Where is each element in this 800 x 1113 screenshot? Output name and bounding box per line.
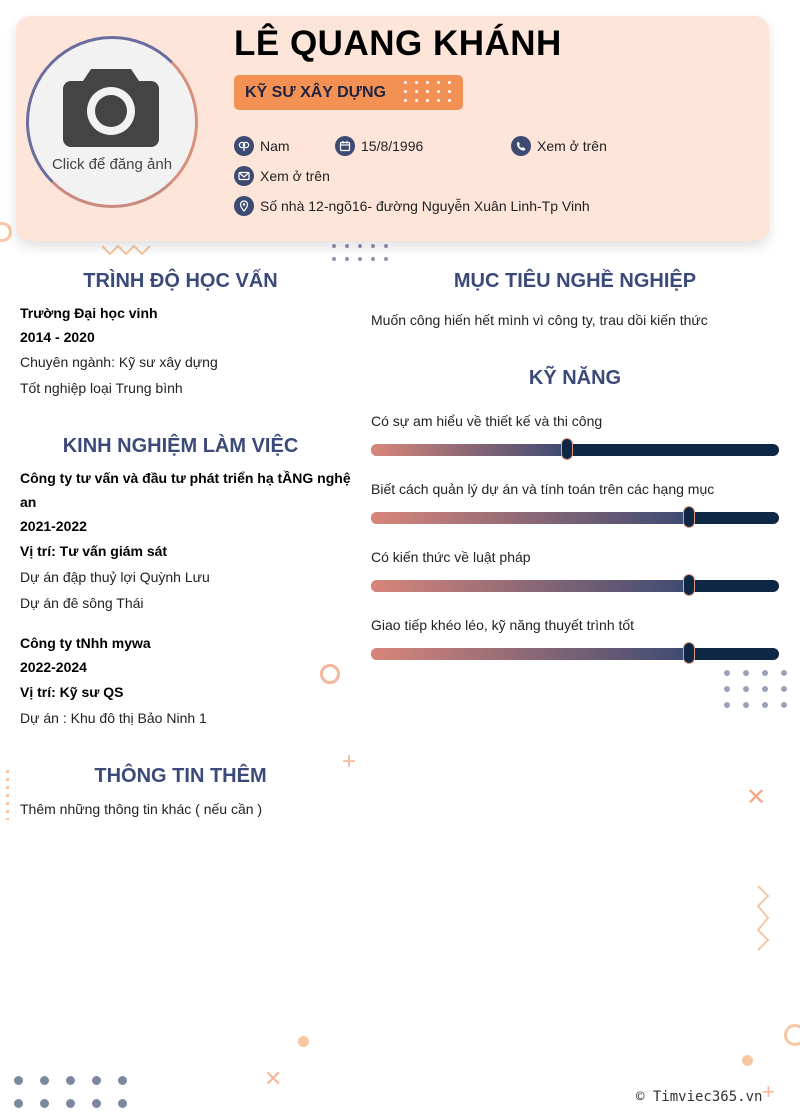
footer-copyright: © Timviec365.vn bbox=[636, 1089, 763, 1105]
education-title: TRÌNH ĐỘ HỌC VẤN bbox=[83, 270, 278, 292]
job-detail: Dự án : Khu đô thị Bảo Ninh 1 bbox=[20, 710, 207, 726]
skill-bar-handle[interactable] bbox=[683, 506, 695, 528]
skill-bar-handle[interactable] bbox=[683, 642, 695, 664]
extra-text: Thêm những thông tin khác ( nếu cần ) bbox=[20, 801, 263, 817]
skill-bar bbox=[371, 444, 779, 456]
email-value: Xem ở trên bbox=[260, 168, 330, 184]
avatar-upload[interactable] bbox=[26, 36, 198, 208]
job-company-cont: an bbox=[20, 494, 37, 510]
deco-x: ✕ bbox=[746, 784, 767, 811]
skill-bar-fill bbox=[371, 580, 689, 592]
education-grade: Tốt nghiệp loại Trung bình bbox=[20, 380, 183, 396]
job-title: KỸ SƯ XÂY DỰNG bbox=[245, 84, 386, 101]
email-row bbox=[234, 166, 330, 186]
skill-bar-handle[interactable] bbox=[683, 574, 695, 596]
objective-title: MỤC TIÊU NGHỀ NGHIỆP bbox=[453, 270, 697, 292]
job-company: Công ty tNhh mywa bbox=[20, 635, 151, 651]
mail-icon bbox=[234, 166, 254, 186]
education-period: 2014 - 2020 bbox=[20, 329, 95, 345]
deco-dots-vertical bbox=[6, 770, 9, 820]
education-major: Chuyên ngành: Kỹ sư xây dựng bbox=[20, 354, 218, 370]
phone-icon bbox=[511, 136, 531, 156]
job-company: Công ty tư vấn và đầu tư phát triển hạ tẦNG nghệ bbox=[20, 470, 351, 486]
deco-ring bbox=[0, 222, 12, 242]
deco-dot-grid bbox=[724, 670, 800, 708]
deco-dot-grid bbox=[14, 1076, 144, 1108]
deco-dot bbox=[298, 1036, 309, 1047]
skill-bar bbox=[371, 580, 779, 592]
candidate-name: LÊ QUANG KHÁNH bbox=[234, 24, 562, 63]
deco-ring bbox=[320, 664, 340, 684]
address-row bbox=[234, 196, 590, 216]
deco-plus: + bbox=[342, 748, 357, 775]
experience-title: KINH NGHIỆM LÀM VIỆC bbox=[62, 435, 299, 457]
birthday-row bbox=[335, 136, 423, 156]
avatar-caption: Click để đăng ảnh bbox=[51, 156, 173, 173]
skill-bar-fill bbox=[371, 444, 567, 456]
skill-bar-fill bbox=[371, 512, 689, 524]
skill-bar-fill bbox=[371, 648, 689, 660]
job-detail: Dự án đê sông Thái bbox=[20, 595, 144, 611]
extra-title: THÔNG TIN THÊM bbox=[94, 765, 267, 787]
deco-x: ✕ bbox=[264, 1066, 283, 1091]
skill-label: Biết cách quản lý dự án và tính toán trên các hạng mục bbox=[371, 481, 715, 497]
job-period: 2021-2022 bbox=[20, 518, 87, 534]
skill-bar bbox=[371, 512, 779, 524]
location-pin-icon bbox=[234, 196, 254, 216]
address-value: Số nhà 12-ngõ16- đường Nguyễn Xuân Linh-Tp Vinh bbox=[260, 198, 590, 214]
deco-zigzag bbox=[102, 244, 152, 256]
skill-bar-handle[interactable] bbox=[561, 438, 573, 460]
skill-label: Có sự am hiểu về thiết kế và thi công bbox=[371, 413, 603, 429]
deco-dot-grid bbox=[404, 81, 459, 102]
deco-zigzag-vertical bbox=[756, 886, 770, 952]
gender-value: Nam bbox=[260, 138, 290, 154]
job-detail: Dự án đập thuỷ lợi Quỳnh Lưu bbox=[20, 569, 210, 585]
gender-icon bbox=[234, 136, 254, 156]
job-position: Vị trí: Tư vấn giám sát bbox=[20, 543, 168, 559]
deco-dot bbox=[742, 1055, 753, 1066]
job-position: Vị trí: Kỹ sư QS bbox=[20, 684, 124, 700]
gender-row bbox=[234, 136, 290, 156]
birthday-value: 15/8/1996 bbox=[361, 138, 424, 154]
skills-title: KỸ NĂNG bbox=[528, 367, 622, 389]
calendar-icon bbox=[335, 136, 355, 156]
job-title-badge bbox=[234, 75, 463, 110]
skill-label: Có kiến thức về luật pháp bbox=[371, 549, 531, 565]
skill-bar bbox=[371, 648, 779, 660]
camera-icon bbox=[61, 63, 161, 149]
deco-ring bbox=[784, 1024, 800, 1046]
skill-label: Giao tiếp khéo léo, kỹ năng thuyết trình tốt bbox=[371, 617, 635, 633]
job-period: 2022-2024 bbox=[20, 659, 87, 675]
education-school: Trường Đại học vinh bbox=[20, 305, 158, 321]
phone-value: Xem ở trên bbox=[537, 138, 607, 154]
phone-row bbox=[511, 136, 607, 156]
objective-text: Muốn công hiến hết mình vì công ty, trau dồi kiến thức bbox=[371, 312, 708, 328]
deco-plus: + bbox=[762, 1079, 775, 1104]
